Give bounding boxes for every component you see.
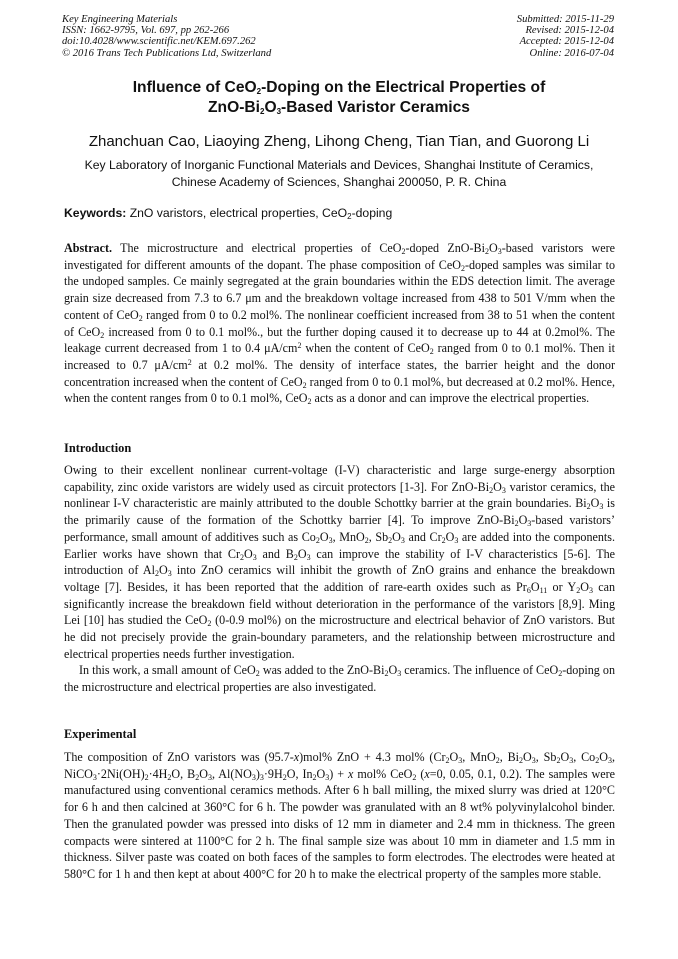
doi-line: doi:10.4028/www.scientific.net/KEM.697.262 [62,36,256,48]
submitted-date: Submitted: 2015-11-29 [516,14,614,25]
abstract: Abstract. The microstructure and electrical properties of CeO$_2$-doped ZnO-$Bi_2O_3$-based varistors were investigated for different amounts of the dopant. The phase composition of CeO$_2$-doped samples was similar to the undoped samples. Ce mainly segregated at the grain boundaries within the EDS detection limit. The average grain size decreased from 7.3 to 6.7 μm and the breakdown voltage increased from 438 to 501 V/mm when the content of CeO$_2$ ranged from 0 to 0.2 mol%. The nonlinear coefficient increased from 38 to 51 when the content of CeO$_2$ increased from 0 to 0.1 mol%., but the further doping caused it to decrease up to 44 at 0.2mol%. The leakage current decreased from 1 to 0.4 $\mu A/cm^2$ when the content of CeO$_2$ ranged from 0 to 0.1 mol%. Then it increased to 0.7 $\mu A/cm^2$ at 0.2 mol%. The density of interface states, the barrier height and the donor concentration increased when the content of CeO$_2$ ranged from 0 to 0.1 mol%, but decreased at 0.2 mol%. Hence, when the content ranges from 0 to 0.1 mol%, CeO$_2$ acts as a donor and can improve the electrical properties. [64,241,616,407]
author-list: Zhanchuan Cao, Liaoying Zheng, Lihong Cheng, Tian Tian, and Guorong Li [88,133,590,150]
dates-header [517,14,614,59]
experimental-text: The composition of ZnO varistors was (95.7-x)mol% ZnO + 4.3 mol% ($Cr_2O_3$, MnO$_2$, $Bi_2O_3$, $Sb_2O_3$, $Co_2O_3$, $NiCO_3\cdot 2Ni(OH)_2\cdot 4H_2O$, $B_2O_3$, $Al(NO_3)_3\cdot 9H_2O$, $In_2O_3) + x$ mol% CeO$_2$ (x=0, 0.05, 0.1, 0.2). The samples were manufactured using conventional ceramics methods. After 6 h ball milling, the mixed slurry was dried at 120°C for 6 h and then calcined at 360°C for 6 h. The powder was granulated with an 8 wt% polyvinylalcohol binder. Then the granulated powder was pressed into disks of 12 mm in diameter and 2.4 mm in thickness. The green compacts were sintered at 1100°C for 2 h. The final sample size was about 10 mm in diameter and 1.5 mm in thickness. Silver paste was coated on both faces of the samples to form electrodes. The electrodes were heated at 580°C for 1 h and then kept at about 400°C for 20 h to make the electrical property of the samples more stable. [64,750,615,881]
copyright-line: © 2016 Trans Tech Publications Ltd, Switzerland [62,47,272,59]
issn-line: ISSN: 1662-9795, Vol. 697, pp 262-266 [62,25,230,37]
introduction-text: Owing to their excellent nonlinear current-voltage (I-V) characteristic and large surge-energy absorption capability, zinc oxide varistors are widely used as circuit protectors [1-3]. For ZnO-$Bi_2O_3$ varistor ceramics, the nonlinear I-V characteristic are mainly attributed to the double Schottky barrier at the grain boundaries. $Bi_2O_3$ is the primarily cause of the formation of the Schottky barrier [4]. To improve ZnO-$Bi_2O_3$-based varistors’ performance, small amount of additives such as $Co_2O_3$, MnO$_2$, $Sb_2O_3$ and $Cr_2O_3$ are added into the components. Earlier works have shown that $Cr_2O_3$ and $B_2O_3$ can improve the stability of I-V characteristics [5-6]. The introduction of $Al_2O_3$ into ZnO ceramics will inhibit the growth of ZnO grains and enhance the breakdown voltage [7]. Besides, it has been reported that the addition of rare-earth oxides such as $Pr_6O_{11}$ or $Y_2O_3$ can significantly increase the breakdown field without deterioration in the performance of the varistors [8,9]. Ming Lei [10] has studied the CeO$_2$ (0-0.9 mol%) on the microstructure and electrical behavior of ZnO varistors. But he did not precisely provide the grain-boundary parameters, and the relationship between microstructure and electrical properties needs further investigation. In this work, a small amount of CeO$_2$ was added to the ZnO-$Bi_2O_3$ ceramics. The influence of CeO$_2$-doping on the microstructure and electrical properties are also investigated. [64,463,616,695]
paper-title: Influence of CeO$_2$-Doping on the Electrical Properties of ZnO-$Bi_2O_3$-Based Varistor Ceramics [132,79,546,116]
experimental-heading: Experimental [64,727,137,741]
introduction-heading: Introduction [64,441,132,455]
online-date: Online: 2016-07-04 [529,47,614,59]
accepted-date: Accepted: 2015-12-04 [519,36,614,48]
affiliation: Key Laboratory of Inorganic Functional Materials and Devices, Shanghai Institute of Ceramics, Chinese Academy of Sciences, Shanghai 200050, P. R. China [84,158,594,189]
keywords: Keywords: ZnO varistors, electrical properties, CeO$_2$-doping [64,206,393,221]
journal-name: Key Engineering Materials [62,14,178,25]
revised-date: Revised: 2015-12-04 [525,25,614,37]
journal-header [62,14,271,59]
